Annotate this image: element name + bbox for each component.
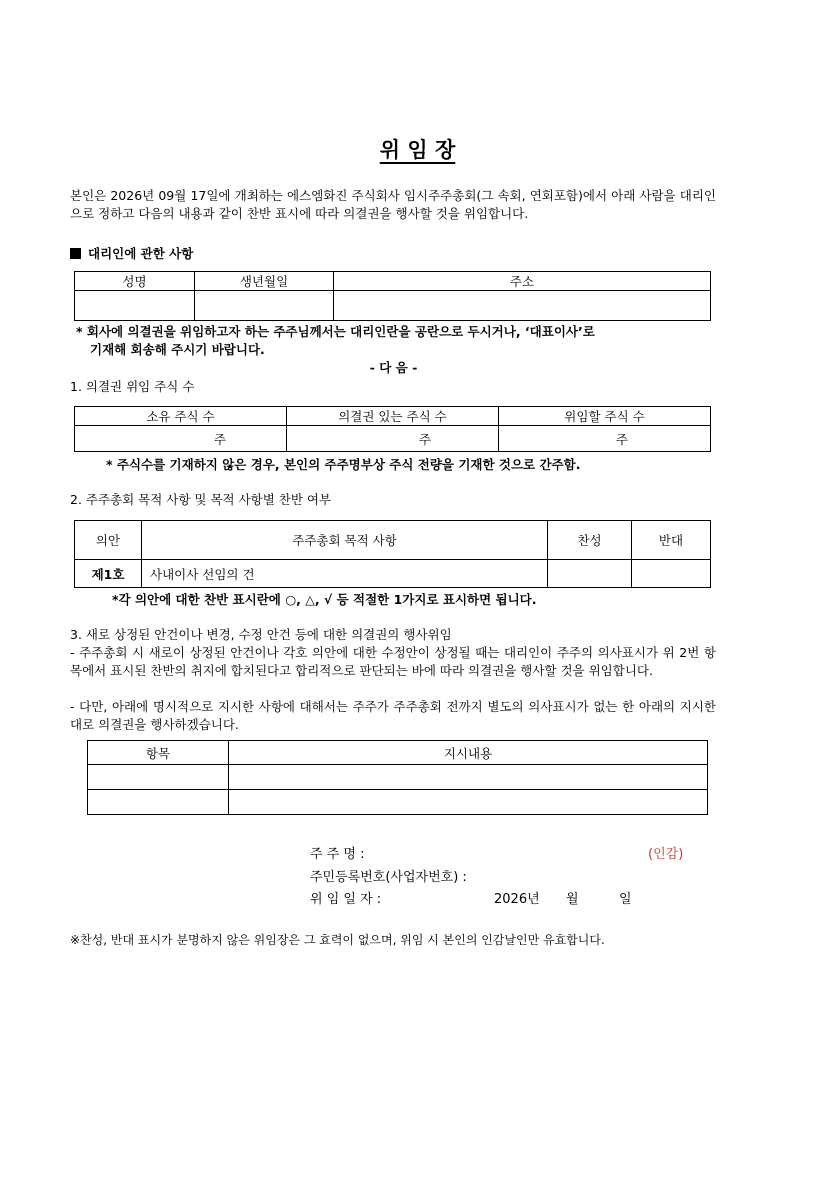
oppose-cell[interactable] [632, 560, 711, 588]
section3-heading: 3. 새로 상정된 안건이나 변경, 수정 안건 등에 대한 의결권의 행사위임 [70, 627, 452, 642]
instruction-table [87, 740, 708, 815]
agenda-table [74, 520, 711, 588]
proxy-birthdate-cell[interactable] [195, 291, 334, 321]
delegated-shares-cell[interactable] [499, 426, 711, 452]
shares-note: * 주식수를 기재하지 않은 경우, 본인의 주주명부상 주식 전량을 기재한 것으로 간주함. [106, 457, 581, 472]
header-address: 주소 [334, 272, 711, 291]
delegated-shares-unit: 주 [615, 431, 628, 447]
agenda-note: *각 의안에 대한 찬반 표시란에 ○, △, √ 등 적절한 1가지로 표시하면 됩니다. [112, 592, 537, 607]
voting-shares-unit: 주 [418, 431, 431, 447]
seal-label: (인감) [648, 847, 684, 862]
header-voting-shares: 의결권 있는 주식 수 [287, 407, 499, 426]
header-instruction-item: 항목 [88, 741, 229, 765]
date-year: 2026년 [494, 892, 540, 907]
agenda-row [75, 560, 711, 588]
proxy-note-line1: * 회사에 의결권을 위임하고자 하는 주주님께서는 대리인란을 공란으로 두시거나, ‘대표이사’로 [76, 324, 595, 339]
proxy-note-line2: 기재해 회송해 주시기 바랍니다. [90, 342, 265, 357]
date-month: 월 [566, 892, 579, 907]
header-owned-shares: 소유 주식 수 [75, 407, 287, 426]
header-agenda-no: 의안 [75, 521, 142, 560]
instruction-row [88, 765, 708, 790]
agenda-no: 제1호 [75, 560, 142, 588]
section3-bullet2: - 다만, 아래에 명시적으로 지시한 사항에 대해서는 주주가 주주총회 전까지 별도의 의사표시가 없는 한 아래의 지시한 대로 의결권을 행사하겠습니다. [70, 699, 716, 732]
owned-shares-cell[interactable] [75, 426, 287, 452]
proxy-heading-text: 대리인에 관한 사항 [88, 246, 194, 261]
date-day: 일 [619, 892, 632, 907]
delegation-date-label: 위 임 일 자 : [310, 892, 382, 907]
section2-heading: 2. 주주총회 목적 사항 및 목적 사항별 찬반 여부 [70, 492, 332, 507]
agenda-item: 사내이사 선임의 건 [142, 560, 548, 588]
instruction-item-cell[interactable] [88, 790, 229, 815]
proxy-name-cell[interactable] [75, 291, 195, 321]
header-delegated-shares: 위임할 주식 수 [499, 407, 711, 426]
section1-heading: 1. 의결권 위임 주식 수 [70, 379, 195, 394]
header-agenda-item: 주주총회 목적 사항 [142, 521, 548, 560]
proxy-address-cell[interactable] [334, 291, 711, 321]
header-oppose: 반대 [632, 521, 711, 560]
header-name: 성명 [75, 272, 195, 291]
proxy-section-heading [70, 245, 193, 263]
intro-paragraph: 본인은 2026년 09월 17일에 개최하는 에스엠화진 주식회사 임시주주총회(그 속회, 연회포함)에서 아래 사람을 대리인으로 정하고 다음의 내용과 같이 찬반 표시에 따라 의결권을 행사할 것을 위임합니다. [70, 188, 716, 221]
voting-shares-cell[interactable] [287, 426, 499, 452]
owned-shares-unit: 주 [213, 431, 226, 447]
da-eum-heading: - 다 음 - [369, 360, 418, 375]
document-title: 위 임 장 [379, 138, 456, 162]
shares-table [74, 406, 711, 452]
proxy-table [74, 271, 711, 321]
id-number-label: 주민등록번호(사업자번호) : [310, 870, 467, 885]
shareholder-label: 주 주 명 : [310, 847, 365, 862]
footer-note: ※찬성, 반대 표시가 분명하지 않은 위임장은 그 효력이 없으며, 위임 시 본인의 인감날인만 유효합니다. [70, 933, 605, 947]
instruction-content-cell[interactable] [229, 790, 708, 815]
instruction-content-cell[interactable] [229, 765, 708, 790]
header-approve: 찬성 [548, 521, 632, 560]
approve-cell[interactable] [548, 560, 632, 588]
header-birthdate: 생년월일 [195, 272, 334, 291]
section3-bullet1: - 주주총회 시 새로이 상정된 안건이나 각호 의안에 대한 수정안이 상정될 때는 대리인이 주주의 의사표시가 위 2번 항목에서 표시된 찬반의 취지에 합치된다고 합리적으로 판단되는 바에 따라 의결권을 행사할 것을 위임합니다. [70, 645, 716, 678]
instruction-row [88, 790, 708, 815]
header-instruction-content: 지시내용 [229, 741, 708, 765]
instruction-item-cell[interactable] [88, 765, 229, 790]
black-square-icon [70, 248, 81, 259]
